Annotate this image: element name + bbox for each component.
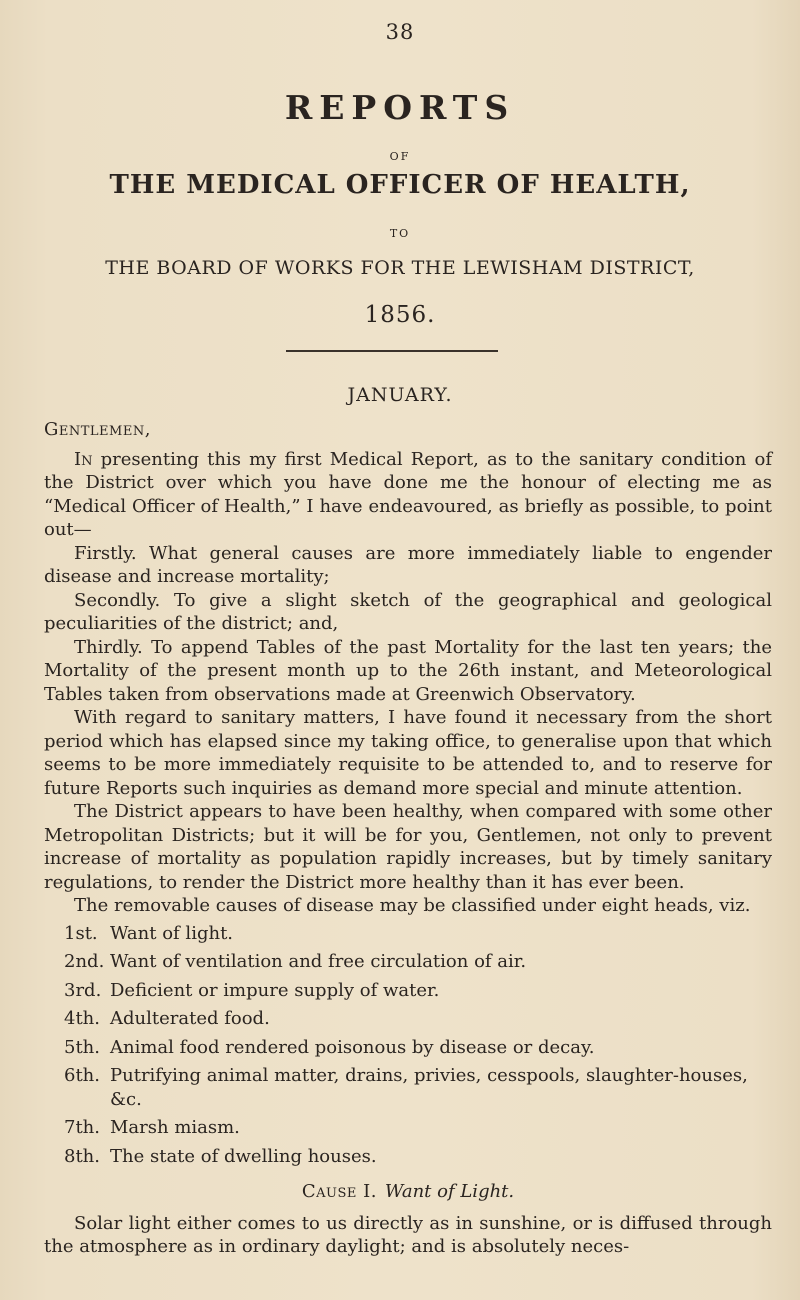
list-item (64, 922, 772, 946)
cause-text: The state of dwelling houses. (110, 1145, 377, 1167)
list-item (64, 1036, 772, 1060)
title-divider (286, 350, 498, 352)
paragraph-firstly: Firstly. What general causes are more immediately liable to engender disease and increase mortality; (44, 542, 772, 587)
cause-number: 8th. (64, 1145, 100, 1167)
paragraph-solar-light: Solar light either comes to us directly as in sunshine, or is diffused through the atmosphere as in ordinary daylight; and is absolutely neces- (44, 1212, 772, 1257)
paragraph-removable-causes: The removable causes of disease may be classified under eight heads, viz. (74, 895, 751, 916)
cause-number: 7th. (64, 1117, 100, 1138)
title-connector-of: OF (389, 150, 411, 163)
list-item (64, 950, 772, 974)
report-month: JANUARY. (347, 384, 453, 406)
paragraph-secondly: Secondly. To give a slight sketch of the geographical and geological peculiarities of the district; and, (44, 589, 772, 634)
paragraph-sanitary-matters: With regard to sanitary matters, I have found it necessary from the short period which has elapsed since my taking office, to generalise upon that which seems to be more immediately requisite to be attended to, and to reserve for future Reports such inquiries as demand more special and minute attention. (44, 707, 772, 799)
intro-text: presenting this my first Medical Report, as to the sanitary condition of the District over which you have done me the honour of electing me as “Medical Officer of Health,” I have endeavoured, as briefly as possible, to point out— (44, 448, 772, 540)
report-body (44, 414, 772, 1259)
list-item (64, 1116, 772, 1140)
report-year: 1856. (364, 302, 436, 328)
list-item (64, 1145, 772, 1169)
cause-number: 3rd. (64, 979, 102, 1001)
intro-paragraph (44, 448, 772, 542)
officer-title: THE MEDICAL OFFICER OF HEALTH, (109, 170, 691, 200)
list-item (64, 1064, 772, 1111)
cause-number: 5th. (64, 1036, 100, 1058)
cause-number: 1st. (64, 922, 98, 944)
cause-text: Adulterated food. (110, 1008, 270, 1029)
cause-text: Animal food rendered poisonous by disease or decay. (110, 1036, 595, 1058)
salutation: Gentlemen, (44, 419, 151, 440)
cause-heading (44, 1180, 772, 1204)
cause-heading-title: Want of Light. (384, 1181, 515, 1202)
list-item (64, 979, 772, 1003)
cause-text: Deficient or impure supply of water. (110, 979, 440, 1001)
list-item (64, 1007, 772, 1031)
title-connector-to: TO (389, 227, 411, 240)
cause-text: Marsh miasm. (110, 1117, 240, 1138)
cause-heading-label: Cause I. (301, 1181, 377, 1202)
paragraph-district-health: The District appears to have been healthy, when compared with some other Metropolitan Districts; but it will be for you, Gentlemen, not only to prevent increase of mortality as population rapidly increases, but by timely sanitary regulations, to render the District more healthy than it has ever been. (44, 801, 772, 893)
report-title: REPORTS (284, 88, 516, 127)
cause-number: 4th. (64, 1008, 100, 1029)
cause-text: Want of light. (110, 922, 234, 944)
cause-text: Putrifying animal matter, drains, privies, cesspools, slaughter-houses, &c. (110, 1065, 748, 1110)
cause-number: 6th. (64, 1065, 100, 1086)
page-number: 38 (385, 20, 415, 44)
paragraph-thirdly: Thirdly. To append Tables of the past Mortality for the last ten years; the Mortality of the present month up to the 26th instant, and Meteorological Tables taken from observations made at Greenwich Observatory. (44, 636, 772, 705)
cause-text: Want of ventilation and free circulation of air. (110, 951, 527, 972)
causes-list (44, 922, 772, 1169)
cause-number: 2nd. (64, 951, 105, 972)
intro-lead-word: In (74, 448, 93, 470)
board-title: THE BOARD OF WORKS FOR THE LEWISHAM DISTRICT, (105, 257, 695, 279)
